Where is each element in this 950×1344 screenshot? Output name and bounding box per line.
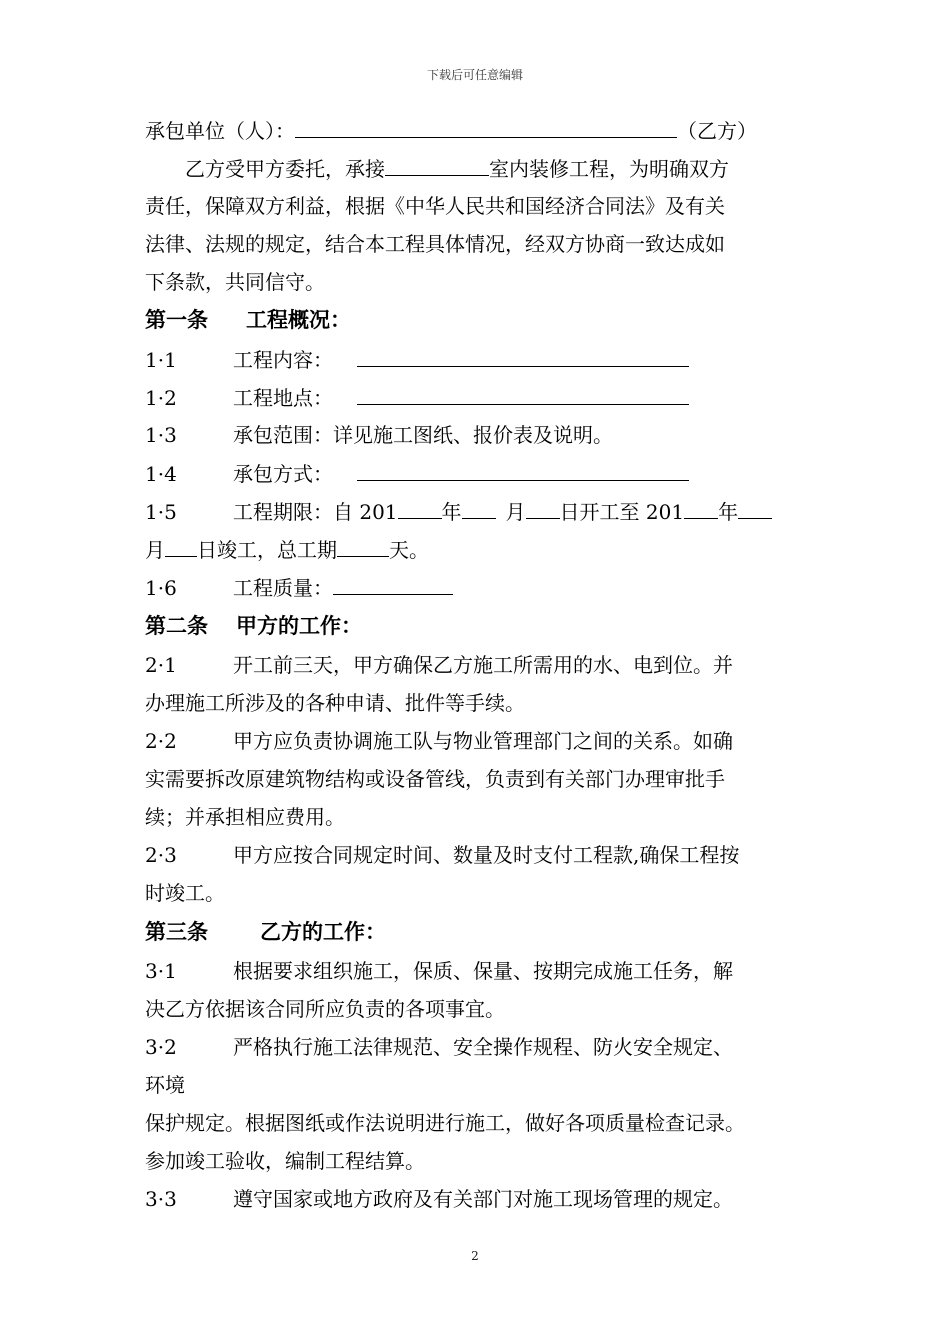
- location-blank: [357, 384, 689, 405]
- section-1-heading: [145, 307, 351, 333]
- clause-number: 2·2: [145, 729, 177, 753]
- clause-number: 1·6: [145, 576, 177, 600]
- clause-number: 2·1: [145, 653, 177, 677]
- clause-1-2: [145, 384, 689, 411]
- section-title: 工程概况：: [246, 307, 351, 332]
- method-blank: [357, 460, 689, 481]
- section-number: 第二条: [145, 613, 208, 638]
- page-number: 2: [471, 1249, 479, 1263]
- contractor-label: 承包单位（人）：: [145, 119, 295, 143]
- start-day-blank: [526, 498, 560, 519]
- clause-number: 2·3: [145, 843, 177, 867]
- clause-3-1-cont: 决乙方依据该合同所应负责的各项事宜。: [145, 997, 505, 1021]
- contractor-line: [145, 117, 757, 144]
- clause-2-3-cont: 时竣工。: [145, 881, 225, 905]
- clause-3-2-cont3: 参加竣工验收，编制工程结算。: [145, 1149, 425, 1173]
- start-year-blank: [398, 498, 442, 519]
- clause-3-1: [145, 958, 733, 984]
- clause-text: 工程期限：自 201: [233, 500, 398, 524]
- clause-text: 甲方应负责协调施工队与物业管理部门之间的关系。如确: [233, 729, 733, 753]
- clause-2-2-cont: 实需要拆改原建筑物结构或设备管线，负责到有关部门办理审批手: [145, 767, 725, 791]
- end-day-blank: [165, 536, 197, 557]
- clause-1-5: [145, 498, 772, 525]
- intro-line-2: 责任，保障双方利益，根据《中华人民共和国经济合同法》及有关: [145, 194, 725, 218]
- clause-number: 1·5: [145, 500, 177, 524]
- section-2-heading: [145, 613, 362, 639]
- clause-text: 天。: [389, 538, 429, 562]
- project-name-blank: [385, 155, 489, 176]
- clause-1-3: [145, 422, 613, 448]
- section-title: 乙方的工作：: [260, 919, 386, 944]
- intro-line-1: [185, 155, 729, 182]
- clause-3-3: [145, 1186, 733, 1212]
- duration-blank: [337, 536, 389, 557]
- section-title: 甲方的工作：: [236, 613, 362, 638]
- clause-text: 日竣工，总工期: [197, 538, 337, 562]
- clause-text: 月: [145, 538, 165, 562]
- intro-line-3: 法律、法规的规定，结合本工程具体情况，经双方协商一致达成如: [145, 232, 725, 256]
- intro-text: 乙方受甲方委托，承接: [185, 157, 385, 181]
- section-number: 第三条: [145, 919, 208, 944]
- clause-label: 承包方式：: [233, 462, 333, 486]
- clause-3-2-cont: 环境: [145, 1073, 185, 1097]
- intro-text: 室内装修工程，为明确双方: [489, 157, 729, 181]
- clause-1-1: [145, 346, 689, 373]
- clause-text: 月: [505, 500, 526, 524]
- quality-blank: [333, 574, 453, 595]
- clause-number: 1·1: [145, 348, 177, 372]
- clause-number: 1·3: [145, 423, 177, 447]
- clause-2-2-cont2: 续；并承担相应费用。: [145, 805, 345, 829]
- clause-text: 甲方应按合同规定时间、数量及时支付工程款,确保工程按: [233, 843, 740, 867]
- end-year-blank: [684, 498, 718, 519]
- clause-3-2-cont2: 保护规定。根据图纸或作法说明进行施工，做好各项质量检查记录。: [145, 1111, 745, 1135]
- clause-label: 工程质量：: [233, 576, 333, 600]
- clause-1-5-cont: [145, 536, 429, 563]
- clause-text: 承包范围：详见施工图纸、报价表及说明。: [233, 423, 613, 447]
- clause-text: 年: [718, 500, 739, 524]
- clause-number: 1·2: [145, 386, 177, 410]
- clause-1-6: [145, 574, 453, 601]
- clause-text: 遵守国家或地方政府及有关部门对施工现场管理的规定。: [233, 1187, 733, 1211]
- contractor-suffix: （乙方）: [677, 119, 757, 143]
- clause-2-3: [145, 842, 739, 868]
- end-month-blank: [738, 498, 772, 519]
- clause-label: 工程地点：: [233, 386, 333, 410]
- clause-number: 3·2: [145, 1035, 177, 1059]
- clause-3-2: [145, 1034, 733, 1060]
- clause-number: 1·4: [145, 462, 177, 486]
- clause-text: 日开工至 201: [559, 500, 685, 524]
- clause-number: 3·3: [145, 1187, 177, 1211]
- clause-number: 3·1: [145, 959, 177, 983]
- intro-line-4: 下条款，共同信守。: [145, 270, 325, 294]
- clause-text: 年: [441, 500, 462, 524]
- clause-2-1-cont: 办理施工所涉及的各种申请、批件等手续。: [145, 691, 525, 715]
- clause-text: 根据要求组织施工，保质、保量、按期完成施工任务，解: [233, 959, 733, 983]
- content-blank: [357, 346, 689, 367]
- clause-text: 开工前三天，甲方确保乙方施工所需用的水、电到位。并: [233, 653, 733, 677]
- clause-1-4: [145, 460, 689, 487]
- clause-2-1: [145, 652, 733, 678]
- page-header: 下载后可任意编辑: [426, 68, 523, 82]
- section-number: 第一条: [145, 307, 208, 332]
- contractor-blank: [295, 117, 677, 138]
- clause-label: 工程内容：: [233, 348, 333, 372]
- section-3-heading: [145, 919, 386, 945]
- start-month-blank: [462, 498, 496, 519]
- clause-text: 严格执行施工法律规范、安全操作规程、防火安全规定、: [233, 1035, 733, 1059]
- clause-2-2: [145, 728, 733, 754]
